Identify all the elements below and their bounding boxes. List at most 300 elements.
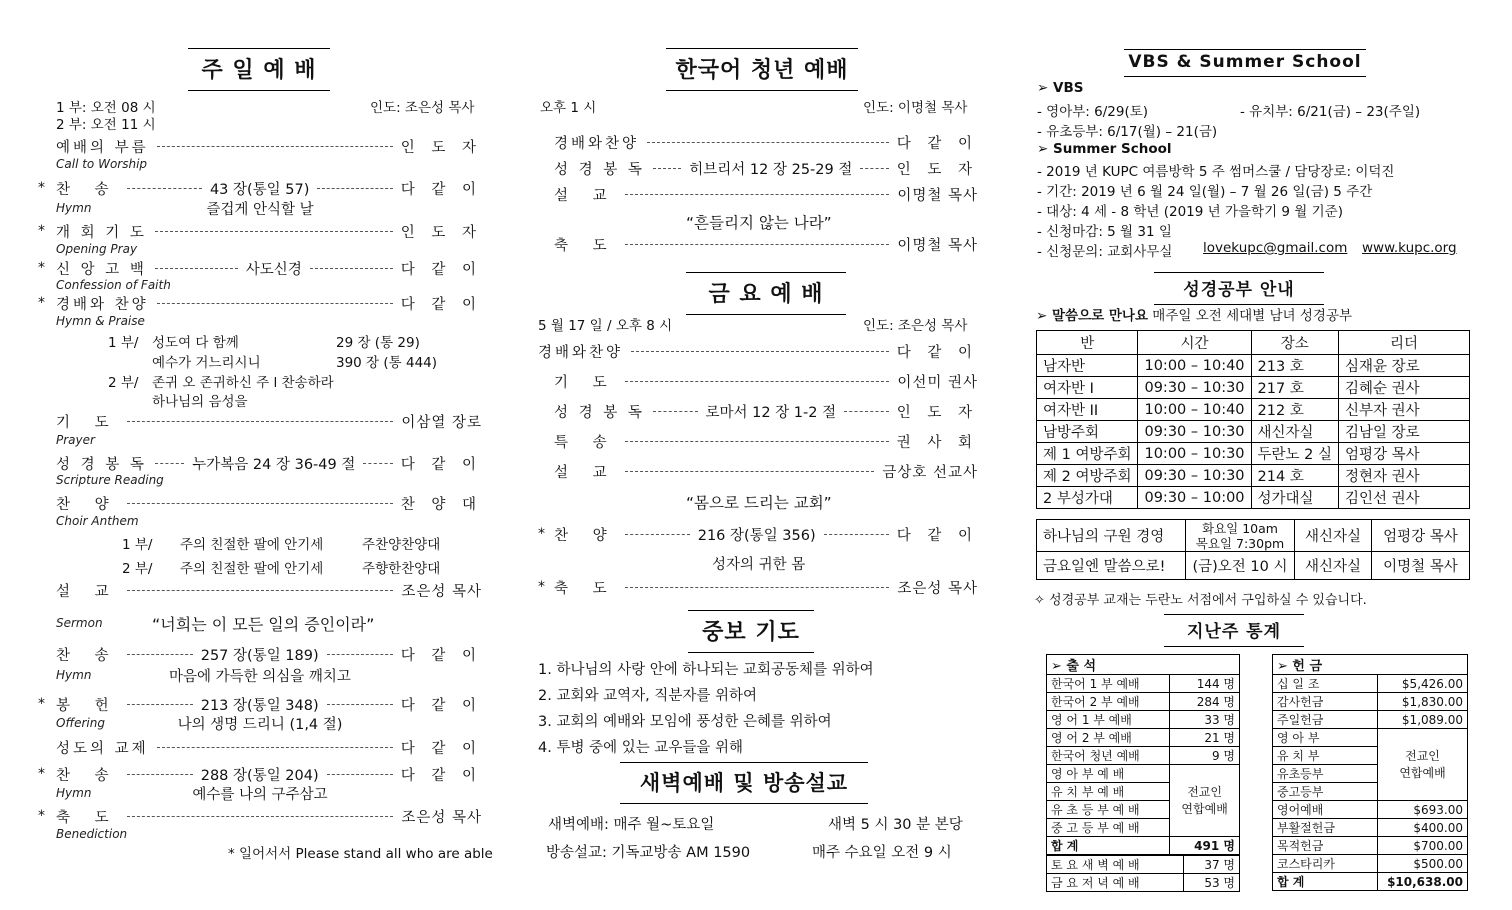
time-cell: 10:00 – 10:40	[1138, 399, 1251, 421]
class-cell: 남자반	[1037, 355, 1138, 377]
service-leader: 인도: 조은성 목사	[370, 100, 475, 116]
table-row	[1037, 552, 1470, 580]
summer-school-item: - 대상: 4 세 - 8 학년 (2019 년 가을학기 9 월 기준)	[1037, 204, 1343, 220]
table-row	[1037, 421, 1470, 443]
row-right: 조은성 목사	[897, 581, 978, 597]
extra-name: 금요일엔 말씀으로!	[1037, 552, 1186, 580]
row-leader-line	[647, 142, 889, 143]
friday-sermon-title: “몸으로 드리는 교회”	[686, 494, 832, 512]
contact-website-link[interactable]: www.kupc.org	[1362, 240, 1457, 256]
row-right: 다 같 이	[896, 136, 978, 152]
row-leader-line	[844, 411, 889, 412]
room-cell: 새신자실	[1251, 421, 1338, 443]
order-item	[56, 221, 482, 242]
study-extra-table	[1036, 519, 1470, 580]
row-right: 이명철 목사	[897, 188, 978, 204]
row-leader-line	[625, 194, 890, 195]
row-label: 봉 헌	[56, 698, 119, 714]
row-leader-line	[625, 534, 690, 535]
row-label: 축 도	[554, 238, 617, 254]
time-cell: 10:00 – 10:30	[1138, 443, 1251, 465]
friday-order-item	[554, 577, 978, 598]
contact-label: - 신청문의: 교회사무실	[1037, 244, 1173, 260]
vbs-infant: - 영아부: 6/29(토)	[1037, 104, 1149, 120]
vbs-kinder: - 유치부: 6/21(금) – 23(주일)	[1240, 104, 1421, 120]
hymn-title: 마음에 가득한 의심을 깨치고	[169, 669, 351, 685]
row-leader-line	[157, 747, 393, 748]
attendance-extra-row	[1047, 874, 1240, 892]
offering-row	[1273, 693, 1468, 711]
offering-name: 영 아 부	[1273, 729, 1378, 747]
row-right: 다 같 이	[896, 345, 978, 361]
time-cell: 10:00 – 10:40	[1138, 355, 1251, 377]
leader-cell: 엄평강 목사	[1339, 443, 1470, 465]
attendance-row	[1047, 711, 1240, 729]
leader-cell: 김혜순 권사	[1339, 377, 1470, 399]
row-label: 개 회 기 도	[56, 225, 147, 241]
offering-total-row	[1273, 873, 1468, 891]
praise-number: 29 장 (통 29)	[336, 335, 420, 351]
required-stand-marker: *	[538, 579, 545, 595]
extra-time	[1186, 520, 1295, 552]
row-leader-line	[631, 351, 889, 352]
offering-joint-label: 전교인 연합예배	[1378, 729, 1468, 801]
row-leader-line	[327, 774, 393, 775]
offering-name: 코스타리카	[1273, 855, 1378, 873]
youth-order-item	[554, 234, 978, 255]
row-middle: 213 장(통일 348)	[200, 698, 319, 714]
offering-name: 중고등부	[1273, 783, 1378, 801]
order-item	[56, 453, 482, 474]
row-leader-line	[127, 774, 193, 775]
prayer-title: 중보 기도	[688, 610, 814, 653]
row-right: 다 같 이	[400, 182, 482, 198]
offering-row	[1273, 729, 1468, 747]
row-leader-line	[625, 381, 890, 382]
row-label: 성 경 봉 독	[554, 162, 645, 178]
row-right: 권 사 회	[896, 435, 978, 451]
attendance-name: 영 아 부 예 배	[1047, 765, 1170, 783]
praise-song: 예수가 거느리시니	[152, 355, 261, 371]
room-cell: 성가대실	[1251, 487, 1338, 509]
row-label: 신 앙 고 백	[56, 262, 147, 278]
class-cell: 여자반 I	[1037, 377, 1138, 399]
youth-leader: 인도: 이명철 목사	[863, 100, 968, 116]
offering-value: $693.00	[1378, 801, 1468, 819]
row-label: 경배와 찬양	[56, 297, 149, 313]
row-right: 다 같 이	[400, 648, 482, 664]
row-label: 찬 송	[56, 648, 119, 664]
friday-time: 5 월 17 일 / 오후 8 시	[538, 318, 673, 334]
offering-name: 유 치 부	[1273, 747, 1378, 765]
row-leader-line	[127, 188, 202, 189]
order-item	[56, 737, 482, 758]
row-leader-line	[127, 503, 393, 504]
required-stand-marker: *	[38, 223, 45, 239]
order-item	[56, 178, 482, 199]
vbs-title: VBS & Summer School	[1124, 49, 1366, 77]
row-right: 다 같 이	[400, 768, 482, 784]
offering-total-value: $10,638.00	[1378, 873, 1468, 891]
row-middle: 누가복음 24 장 36-49 절	[192, 457, 356, 473]
required-stand-marker: *	[38, 260, 45, 276]
order-item-english: Call to Worship	[56, 157, 148, 171]
order-item	[56, 293, 482, 314]
offering-name: 부활절헌금	[1273, 819, 1378, 837]
summer-school-item: - 2019 년 KUPC 여름방학 5 주 썸머스쿨 / 담당장로: 이덕진	[1037, 164, 1395, 180]
row-leader-line	[155, 231, 393, 232]
study-subtitle	[1036, 304, 1352, 324]
order-item-english: Confession of Faith	[56, 278, 171, 292]
class-cell: 여자반 II	[1037, 399, 1138, 421]
row-right: 인 도 자	[400, 225, 482, 241]
prayer-item: 1. 하나님의 사랑 안에 하나되는 교회공동체를 위하여	[538, 662, 874, 678]
offering-row	[1273, 819, 1468, 837]
attendance-name: 토 요 새 벽 예 배	[1047, 856, 1184, 874]
row-label: 기 도	[56, 415, 119, 431]
row-middle: 257 장(통일 189)	[200, 648, 319, 664]
attendance-row	[1047, 747, 1240, 765]
choir-name: 주찬양찬양대	[362, 537, 441, 553]
attendance-name: 유 초 등 부 예 배	[1047, 801, 1170, 819]
row-label: 축 도	[56, 810, 119, 826]
attendance-head: ➢ 출 석	[1047, 655, 1240, 675]
offering-name: 영어예배	[1273, 801, 1378, 819]
offering-row	[1273, 837, 1468, 855]
study-subtitle-text: 매주일 오전 세대별 남녀 성경공부	[1152, 308, 1353, 324]
choir-song: 주의 친절한 팔에 안기세	[180, 561, 324, 577]
youth-order-item	[554, 184, 978, 205]
praise-part: 2 부/	[108, 375, 139, 391]
order-item-english: Choir Anthem	[56, 514, 139, 528]
attendance-value: 53 명	[1184, 874, 1240, 892]
order-item	[56, 806, 482, 827]
table-row	[1037, 520, 1470, 552]
row-middle: 로마서 12 장 1-2 절	[705, 405, 837, 421]
row-middle: 사도신경	[245, 262, 302, 278]
offering-value: $500.00	[1378, 855, 1468, 873]
row-label: 찬 양	[554, 528, 617, 544]
order-item	[56, 764, 482, 785]
row-label: 설 교	[554, 465, 617, 481]
attendance-total-value: 491 명	[1170, 837, 1240, 855]
row-label: 찬 송	[56, 182, 119, 198]
attendance-row	[1047, 693, 1240, 711]
class-cell: 남방주회	[1037, 421, 1138, 443]
row-leader-line	[625, 471, 875, 472]
study-note: ✧ 성경공부 교재는 두란노 서점에서 구입하실 수 있습니다.	[1034, 593, 1367, 608]
row-right: 조은성 목사	[401, 584, 482, 600]
leader-cell: 김남일 장로	[1339, 421, 1470, 443]
dawn-line2-left: 방송설교: 기독교방송 AM 1590	[546, 845, 751, 861]
offering-value: $1,830.00	[1378, 693, 1468, 711]
hymn-title: 예수를 나의 구주삼고	[192, 787, 328, 803]
attendance-name: 영 어 2 부 예배	[1047, 729, 1170, 747]
row-leader-line	[310, 268, 393, 269]
choir-name: 주향한찬양대	[362, 561, 441, 577]
order-item	[56, 580, 482, 601]
friday-hymn-title: 성자의 귀한 몸	[712, 557, 806, 573]
study-title: 성경공부 안내	[1154, 272, 1324, 305]
youth-service-title: 한국어 청년 예배	[666, 48, 858, 91]
dawn-line1-left: 새벽예배: 매주 월~토요일	[548, 817, 715, 833]
contact-email-link[interactable]: lovekupc@gmail.com	[1203, 240, 1348, 256]
order-item-english: Sermon	[56, 616, 103, 630]
row-right: 찬 양 대	[400, 497, 482, 513]
row-leader-line	[824, 534, 889, 535]
row-leader-line	[127, 816, 394, 817]
row-leader-line	[363, 463, 392, 464]
table-row	[1037, 377, 1470, 399]
row-middle: 히브리서 12 장 25-29 절	[689, 162, 853, 178]
service-time-1: 1 부: 오전 08 시	[56, 100, 156, 116]
dawn-line1-right: 새벽 5 시 30 분 본당	[828, 817, 963, 833]
required-stand-marker: *	[38, 295, 45, 311]
order-item	[56, 493, 482, 514]
row-label: 성도의 교제	[56, 741, 149, 757]
summer-school-item: - 신청마감: 5 월 31 일	[1037, 224, 1172, 240]
attendance-name: 금 요 저 녁 예 배	[1047, 874, 1184, 892]
row-label: 성 경 봉 독	[56, 457, 147, 473]
sunday-service-title: 주 일 예 배	[188, 48, 330, 91]
header-leader: 리더	[1339, 331, 1470, 355]
row-right: 이명철 목사	[897, 238, 978, 254]
leader-cell: 신부자 권사	[1339, 399, 1470, 421]
time-cell: 09:30 – 10:30	[1138, 465, 1251, 487]
praise-song: 성도여 다 함께	[152, 335, 239, 351]
friday-leader: 인도: 조은성 목사	[863, 318, 968, 334]
attendance-name: 영 어 1 부 예배	[1047, 711, 1170, 729]
room-cell: 217 호	[1251, 377, 1338, 399]
stats-title: 지난주 통계	[1164, 614, 1304, 647]
row-right: 다 같 이	[400, 457, 483, 473]
attendance-table	[1046, 654, 1240, 855]
praise-song: 존귀 오 존귀하신 주 l 찬송하라	[152, 375, 334, 391]
prayer-item: 4. 투병 중에 있는 교우들을 위해	[538, 740, 743, 756]
required-stand-marker: *	[538, 526, 545, 542]
row-right: 금상호 선교사	[882, 465, 978, 481]
offering-value: $400.00	[1378, 819, 1468, 837]
row-leader-line	[653, 411, 698, 412]
table-row	[1037, 355, 1470, 377]
row-label: 경배와찬양	[538, 345, 624, 361]
table-row	[1037, 399, 1470, 421]
dawn-title: 새벽예배 및 방송설교	[620, 762, 868, 804]
choir-song: 주의 친절한 팔에 안기세	[180, 537, 324, 553]
row-leader-line	[155, 268, 238, 269]
row-label: 설 교	[554, 188, 617, 204]
hymn-title: 나의 생명 드리니 (1,4 절)	[177, 717, 343, 733]
stand-note: * 일어서서 Please stand all who are able	[228, 846, 493, 862]
row-right: 조은성 목사	[401, 810, 482, 826]
vbs-head: ➢ VBS	[1037, 80, 1084, 96]
attendance-name: 한국어 1 부 예배	[1047, 675, 1170, 693]
order-item	[56, 258, 482, 279]
row-middle: 288 장(통일 204)	[200, 768, 319, 784]
time-cell: 09:30 – 10:30	[1138, 421, 1251, 443]
required-stand-marker: *	[38, 696, 45, 712]
order-item-english: Hymn	[56, 786, 92, 800]
row-leader-line	[625, 587, 890, 588]
order-item	[56, 694, 482, 715]
dawn-line2-right: 매주 수요일 오전 9 시	[812, 845, 952, 861]
ss-head: ➢ Summer School	[1037, 141, 1172, 157]
extra-room: 새신자실	[1295, 520, 1372, 552]
choir-part: 2 부/	[122, 561, 153, 577]
row-right: 다 같 이	[400, 698, 482, 714]
room-cell: 212 호	[1251, 399, 1338, 421]
header-time: 시간	[1138, 331, 1251, 355]
offering-name: 유초등부	[1273, 765, 1378, 783]
sermon-title: “너희는 이 모든 일의 증인이라”	[152, 615, 375, 634]
room-cell: 213 호	[1251, 355, 1338, 377]
offering-value: $1,089.00	[1378, 711, 1468, 729]
row-leader-line	[127, 654, 193, 655]
study-table-header	[1037, 331, 1470, 355]
order-item	[56, 136, 482, 157]
class-cell: 제 1 여방주회	[1037, 443, 1138, 465]
leader-cell: 정현자 권사	[1339, 465, 1470, 487]
row-right: 이삼열 장로	[401, 415, 482, 431]
offering-head: ➢ 헌 금	[1273, 655, 1468, 675]
study-table	[1036, 330, 1470, 509]
extra-room: 새신자실	[1295, 552, 1372, 580]
attendance-name: 유 치 부 예 배	[1047, 783, 1170, 801]
row-label: 성 경 봉 독	[554, 405, 645, 421]
offering-name: 목적헌금	[1273, 837, 1378, 855]
table-row	[1037, 443, 1470, 465]
friday-order-item	[554, 401, 978, 422]
row-label: 축 도	[554, 581, 617, 597]
offering-table	[1272, 654, 1468, 891]
extra-leader: 이명철 목사	[1372, 552, 1470, 580]
row-right: 다 같 이	[400, 262, 483, 278]
required-stand-marker: *	[38, 808, 45, 824]
row-leader-line	[127, 421, 394, 422]
row-label: 예배의 부름	[56, 140, 149, 156]
row-leader-line	[625, 441, 889, 442]
leader-cell: 심재윤 장로	[1339, 355, 1470, 377]
prayer-item: 2. 교회와 교역자, 직분자를 위하여	[538, 688, 757, 704]
row-label: 설 교	[56, 584, 119, 600]
attendance-name: 중 고 등 부 예 배	[1047, 819, 1170, 837]
row-middle: 216 장(통일 356)	[697, 528, 816, 544]
class-cell: 2 부성가대	[1037, 487, 1138, 509]
class-cell: 제 2 여방주회	[1037, 465, 1138, 487]
attendance-extra-row	[1047, 856, 1240, 874]
header-room: 장소	[1251, 331, 1338, 355]
row-right: 인 도 자	[896, 162, 979, 178]
attendance-extra-table	[1046, 855, 1240, 892]
row-leader-line	[127, 590, 394, 591]
attendance-row	[1047, 729, 1240, 747]
attendance-name: 한국어 2 부 예배	[1047, 693, 1170, 711]
attendance-row	[1047, 675, 1240, 693]
leader-cell: 김인선 권사	[1339, 487, 1470, 509]
row-leader-line	[317, 188, 392, 189]
hymn-title: 즐겁게 안식할 날	[206, 202, 314, 218]
study-subtitle-bold: ➢ 말씀으로 만나요	[1036, 308, 1148, 324]
row-label: 찬 송	[56, 768, 119, 784]
service-time-2: 2 부: 오전 11 시	[56, 117, 156, 133]
required-stand-marker: *	[38, 766, 45, 782]
row-leader-line	[625, 244, 890, 245]
row-leader-line	[127, 704, 193, 705]
order-item-english: Hymn	[56, 668, 92, 682]
offering-row	[1273, 711, 1468, 729]
attendance-header	[1047, 655, 1240, 675]
attendance-name: 한국어 청년 예배	[1047, 747, 1170, 765]
order-item	[56, 411, 482, 432]
offering-row	[1273, 675, 1468, 693]
attendance-row	[1047, 765, 1240, 783]
order-item-english: Hymn	[56, 201, 92, 215]
order-item-english: Opening Pray	[56, 242, 138, 256]
row-leader-line	[155, 463, 184, 464]
table-row	[1037, 487, 1470, 509]
extra-leader: 엄평강 목사	[1372, 520, 1470, 552]
order-item-english: Prayer	[56, 433, 95, 447]
time-cell: 09:30 – 10:30	[1138, 377, 1251, 399]
friday-order-item	[554, 461, 978, 482]
order-item-english: Hymn & Praise	[56, 314, 145, 328]
order-item	[56, 644, 482, 665]
row-label: 경배와찬양	[554, 136, 640, 152]
youth-time: 오후 1 시	[540, 100, 597, 116]
offering-name: 감사헌금	[1273, 693, 1378, 711]
row-right: 이선미 권사	[897, 375, 978, 391]
offering-value: $700.00	[1378, 837, 1468, 855]
row-label: 찬 양	[56, 497, 119, 513]
youth-order-item	[554, 132, 978, 153]
order-item-english: Benediction	[56, 827, 128, 841]
choir-part: 1 부/	[122, 537, 153, 553]
attendance-value: 37 명	[1184, 856, 1240, 874]
praise-number: 390 장 (통 444)	[336, 355, 438, 371]
friday-order-item	[554, 524, 978, 545]
row-label: 기 도	[554, 375, 617, 391]
youth-order-item	[554, 158, 978, 179]
attendance-joint-label: 전교인 연합예배	[1170, 765, 1240, 837]
friday-order-item	[554, 431, 978, 452]
summer-school-item: - 기간: 2019 년 6 월 24 일(월) – 7 월 26 일(금) 5 주간	[1037, 184, 1373, 200]
offering-total-label: 합 계	[1273, 873, 1378, 891]
youth-sermon-title: “흔들리지 않는 나라”	[686, 214, 832, 232]
time-cell: 09:30 – 10:00	[1138, 487, 1251, 509]
offering-header	[1273, 655, 1468, 675]
row-leader-line	[157, 303, 393, 304]
attendance-value: 33 명	[1170, 711, 1240, 729]
attendance-total-label: 합 계	[1047, 837, 1170, 855]
offering-name: 주일헌금	[1273, 711, 1378, 729]
row-right: 인 도 자	[400, 140, 482, 156]
order-item-english: Scripture Reading	[56, 473, 164, 487]
extra-time-1: 화요일 10am	[1202, 520, 1278, 536]
offering-row	[1273, 801, 1468, 819]
praise-song: 하나님의 음성을	[152, 394, 248, 410]
offering-value: $5,426.00	[1378, 675, 1468, 693]
room-cell: 두란노 2 실	[1251, 443, 1338, 465]
prayer-item: 3. 교회의 예배와 모임에 풍성한 은혜를 위하여	[538, 714, 832, 730]
friday-order-item	[538, 341, 978, 362]
order-item-english: Offering	[56, 716, 105, 730]
vbs-elementary: - 유초등부: 6/17(월) – 21(금)	[1037, 124, 1218, 140]
header-class: 반	[1037, 331, 1138, 355]
row-right: 다 같 이	[896, 528, 978, 544]
extra-time-2: 목요일 7:30pm	[1195, 535, 1285, 551]
row-label: 특 송	[554, 435, 617, 451]
row-right: 인 도 자	[896, 405, 978, 421]
